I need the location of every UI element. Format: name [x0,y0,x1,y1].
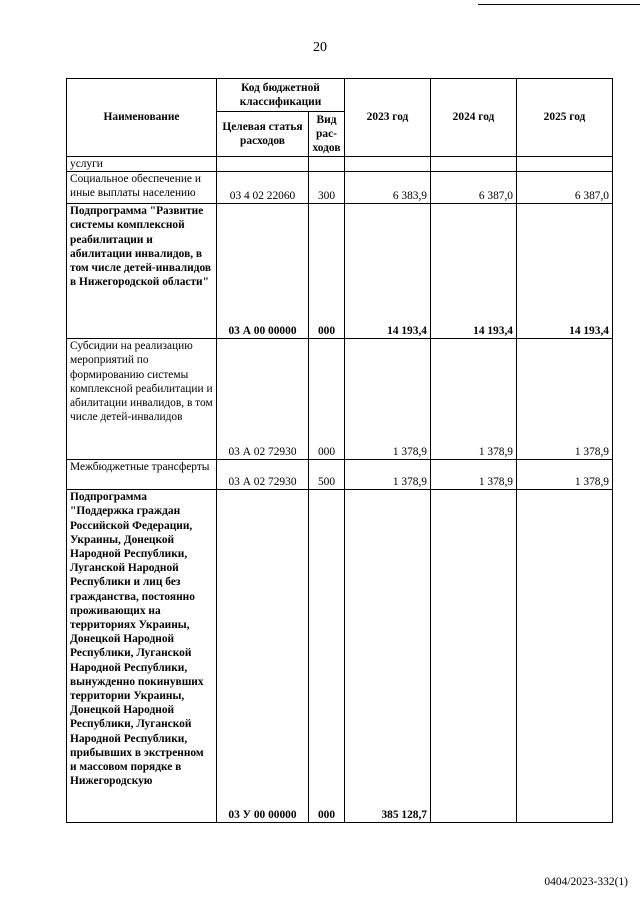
row-2023 [345,157,431,172]
table-row [67,490,613,823]
col-kind-header: Вид рас-ходов [309,112,345,157]
table-row [67,172,613,204]
row-2023: 1 378,9 [345,339,431,460]
table-header [67,79,613,157]
row-2023: 14 193,4 [345,204,431,339]
row-2024 [431,157,517,172]
row-code: 03 А 02 72930 [217,339,309,460]
top-rule [478,4,640,5]
table-row [67,204,613,339]
document-code: 0404/2023-332(1) [544,876,628,888]
row-name: Субсидии на реализацию мероприятий по формированию системы комплексной реабилитации и абилитации инвалидов, в том числе детей-инвалидов [67,339,217,460]
table-row [67,157,613,172]
page-number: 20 [313,40,327,55]
row-2024: 6 387,0 [431,172,517,204]
row-2025 [517,157,613,172]
budget-table [66,78,613,823]
row-code: 03 А 00 00000 [217,204,309,339]
row-kind: 000 [309,204,345,339]
row-kind: 000 [309,490,345,823]
col-name-header: Наименование [67,79,217,157]
row-name: Социальное обеспечение и иные выплаты населению [67,172,217,204]
row-code [217,157,309,172]
row-code: 03 У 00 00000 [217,490,309,823]
row-2023: 385 128,7 [345,490,431,823]
row-name: Подпрограмма "Развитие системы комплексной реабилитации и абилитации инвалидов, в том числе детей-инвалидов в Нижегородской области" [67,204,217,339]
table-row [67,460,613,490]
row-name: Межбюджетные трансферты [67,460,217,490]
col-budget-code-header: Код бюджетной классификации [217,79,345,112]
row-2025: 14 193,4 [517,204,613,339]
row-kind: 000 [309,339,345,460]
row-kind [309,157,345,172]
row-name: услуги [67,157,217,172]
row-code: 03 4 02 22060 [217,172,309,204]
row-2024: 1 378,9 [431,339,517,460]
table-row [67,339,613,460]
row-2023: 1 378,9 [345,460,431,490]
col-2023-header: 2023 год [345,79,431,157]
row-2025: 1 378,9 [517,339,613,460]
row-kind: 500 [309,460,345,490]
row-2025 [517,490,613,823]
row-name: Подпрограмма "Поддержка граждан Российской Федерации, Украины, Донецкой Народной Республики, Луганской Народной Республики и лиц без гражданства, постоянно проживающих на территориях Украины, Донецкой Народной Республики, Луганской Народной Республики, вынужденно покинувших территории Украины, Донецкой Народной Республики, Луганской Народной Республики, прибывших в экстренном и массовом порядке в Нижегородскую [67,490,217,823]
col-2024-header: 2024 год [431,79,517,157]
row-2024: 14 193,4 [431,204,517,339]
row-2024 [431,490,517,823]
row-2024: 1 378,9 [431,460,517,490]
col-2025-header: 2025 год [517,79,613,157]
row-2023: 6 383,9 [345,172,431,204]
row-2025: 1 378,9 [517,460,613,490]
row-kind: 300 [309,172,345,204]
col-target-header: Целевая статья расходов [217,112,309,157]
row-2025: 6 387,0 [517,172,613,204]
row-code: 03 А 02 72930 [217,460,309,490]
